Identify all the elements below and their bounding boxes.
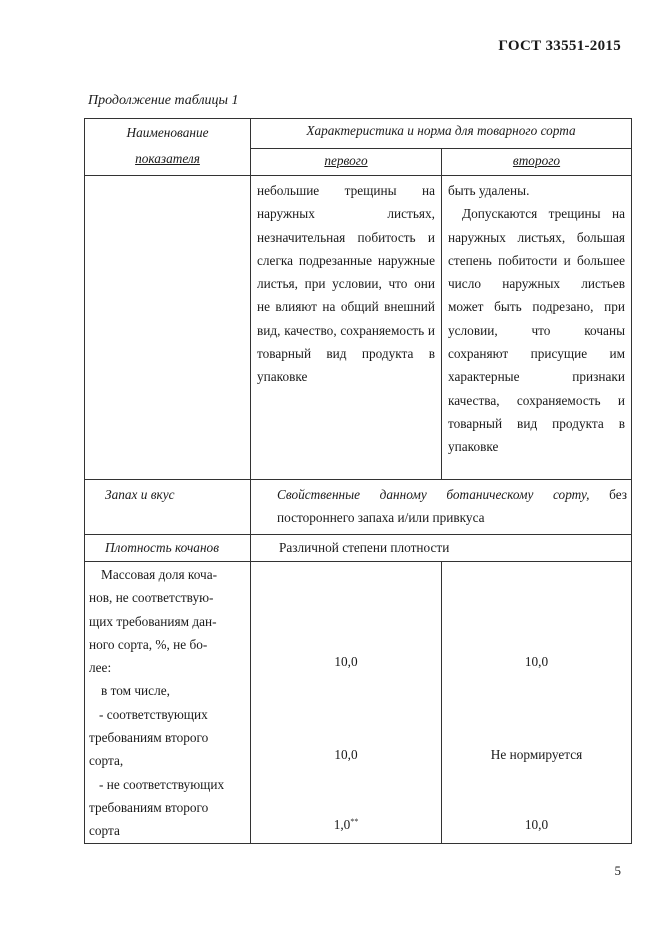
- footnote-marker: **: [350, 817, 359, 826]
- mass-first-non-second: [251, 813, 441, 836]
- mass-label-line: лее:: [89, 660, 112, 676]
- standard-code: ГОСТ 33551-2015: [498, 38, 621, 54]
- table-row-mass-fraction: [85, 562, 632, 844]
- specification-table: [84, 118, 632, 844]
- mass-label-line: в том числе,: [101, 683, 170, 699]
- appearance-second-text: Допускаются трещины на наружных листьях, большая степень побитости и большее число наружных листьев может быть подрезано, при условии, что кочаны сохраняют присущие им характерные признаки качества, сохраняемость и товарный вид продукта в упаковке: [448, 206, 626, 455]
- mass-second-total: 10,0: [524, 654, 549, 669]
- smell-value-rest: без постороннего запаха и/или привкуса: [277, 487, 628, 526]
- smell-value-italic: Свойственные данному ботаническому сорту,: [277, 487, 590, 502]
- mass-first-non-second-value: 1,0: [333, 817, 351, 832]
- mass-second-second-grade: Не нормируется: [490, 747, 583, 762]
- cell-smell-value: [251, 480, 632, 535]
- smell-label: Запах и вкус: [105, 487, 175, 502]
- mass-label-line: ного сорта, %, не бо-: [89, 636, 208, 652]
- header-first-grade: первого: [251, 148, 442, 175]
- mass-first-total: 10,0: [334, 654, 358, 669]
- cell-density-label: [85, 535, 251, 562]
- cell-empty-indicator: [85, 176, 251, 480]
- mass-label-line: - соответствующих: [99, 706, 208, 722]
- cell-mass-second: [442, 562, 632, 844]
- density-label: Плотность кочанов: [105, 540, 219, 555]
- header-indicator-line1: Наименование: [126, 125, 209, 140]
- cell-smell-label: [85, 480, 251, 535]
- mass-second-non-second: 10,0: [524, 817, 549, 832]
- mass-label-line: требованиям второго: [89, 799, 209, 815]
- cell-mass-first: [251, 562, 442, 844]
- cell-appearance-second: [442, 176, 632, 480]
- mass-label-line: сорта: [89, 823, 120, 839]
- header-characteristic: Характеристика и норма для товарного сорта: [251, 119, 632, 149]
- mass-label-line: Массовая доля коча-: [101, 567, 218, 582]
- cell-mass-label: [85, 562, 251, 844]
- cell-density-value: [251, 535, 632, 562]
- mass-label-line: щих требованиям дан-: [89, 613, 217, 629]
- table-header-row: [85, 119, 632, 149]
- header-indicator-line2: показателя: [135, 151, 200, 166]
- appearance-first-text: небольшие трещины на наружных листьях, незначительная побитость и слегка подрезанные наружные листья, при условии, что они не влияют на общий внешний вид, качество, сохраняемость и товарный вид продукта в упаковке: [257, 183, 435, 385]
- table-row-density: [85, 535, 632, 562]
- appearance-second-paragraph: [442, 202, 631, 458]
- table-row-appearance-continued: [85, 176, 632, 480]
- mass-label: [85, 562, 250, 843]
- table-row-smell-taste: [85, 480, 632, 535]
- mass-label-line: сорта,: [89, 753, 124, 769]
- mass-first-second-grade: 10,0: [334, 747, 358, 762]
- density-value: Различной степени плотности: [279, 540, 450, 555]
- appearance-second-line1: быть удалены.: [448, 183, 530, 198]
- table-continuation-label: Продолжение таблицы 1: [88, 93, 239, 108]
- mass-label-line: нов, не соответствую-: [89, 590, 214, 606]
- cell-appearance-first: [251, 176, 442, 480]
- mass-label-line: - не соответствующих: [99, 776, 225, 792]
- page-number: 5: [614, 863, 621, 878]
- header-second-grade: второго: [442, 148, 632, 175]
- mass-label-line: требованиям второго: [89, 730, 209, 746]
- header-indicator-name: [85, 119, 251, 176]
